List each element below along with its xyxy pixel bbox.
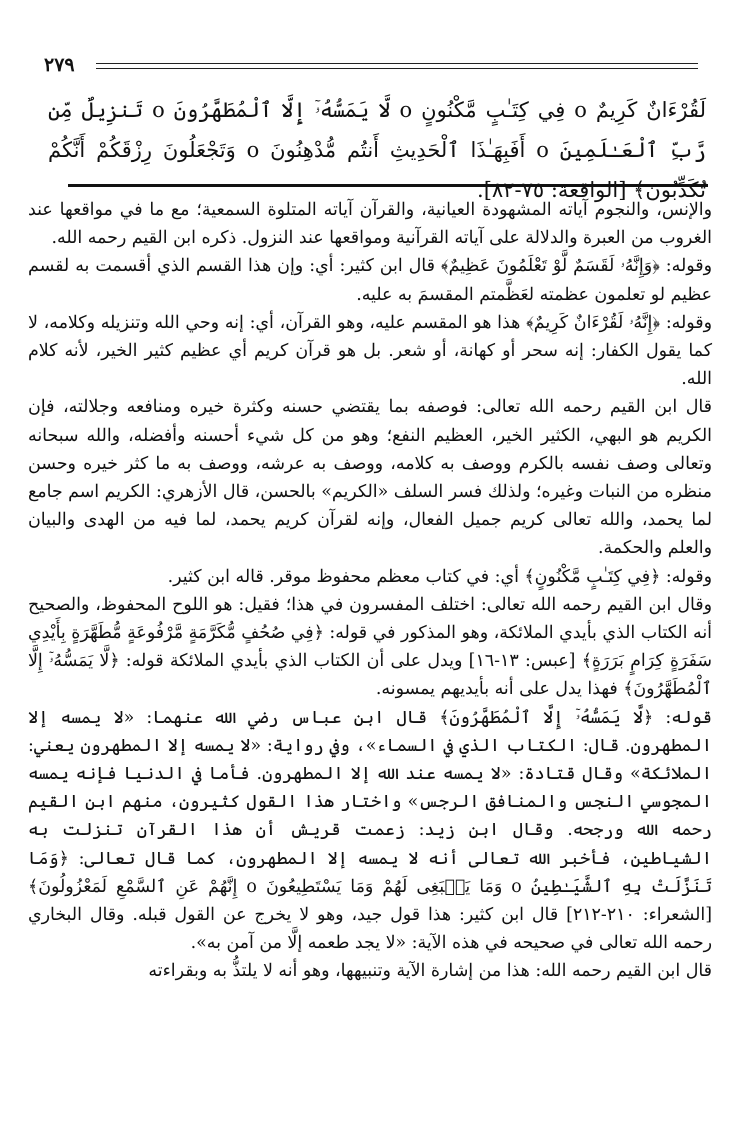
paragraph: والإنس، والنجوم آياته المشهودة العيانية، والقرآن آياته المتلوة السمعية؛ مع ما في مواقعها عند الغروب من العبرة والدلالة على آياته القرآنية ومواقعها عند النزول. ذكره ابن القيم رحمه الله. <box>28 200 712 249</box>
paragraph: قال ابن القيم رحمه الله تعالى: فوصفه بما يقتضي حسنه وكثرة خيره ومنافعه وجلالته، فإن الكريم هو البهي، الكثير الخير، العظيم النفع؛ وهو من كل شيء أحسنه وأفضله، والله سبحانه وتعالى وصف نفسه بالكرم ووصف به كلامه، ووصف به عرشه، ووصف به ما كثر خيره وحسن منظره من النبات وغيره؛ ولذلك فسر السلف «الكريم» بالحسن، قال الأزهري: الكريم اسم جامع لما يحمد، والله تعالى كريم جميل الفعال، وإنه لقرآن كريم يحمد، لما فيه من الهدى والبيان والعلم والحكمة. <box>28 397 712 559</box>
commentary-text <box>28 196 712 986</box>
paragraph: قوله: ﴿لَّا يَمَسُّهُۥٓ إِلَّا ٱلْمُطَهَّرُونَ﴾ قال ابن عباس رضي الله عنهما: «لا يمسه إلا المطهرون. قال: الكتاب الذي في السماء»، وفي رواية: «لا يمسه إلا المطهرون يعني: الملائكة» وقال قتادة: «لا يمسه عند الله إلا المطهرون. فأما في الدنيا فإنه يمسه المجوسي النجس والمنافق الرجس» واختار هذا القول كثيرون، منهم ابن القيم رحمه الله ورجحه. وقال ابن زيد: زعمت قريش أن هذا القرآن تنزلت به الشياطين، فأخبر الله تعالى أنه لا يمسه إلا المطهرون، كما قال تعالى: ﴿وَمَا تَنَزَّلَتْ بِهِ ٱلشَّيَـٰطِينُ o وَمَا يَنۢبَغِى لَهُمْ وَمَا يَسْتَطِيعُونَ o إِنَّهُمْ عَنِ ٱلسَّمْعِ لَمَعْزُولُونَ﴾ [الشعراء: ٢١٠-٢١٢] قال ابن كثير: هذا قول جيد، وهو لا يخرج عن القول قبله. وقال البخاري رحمه الله تعالى في صحيحه في هذه الآية: «لا يجد طعمه إلَّا من آمن به». <box>28 707 713 954</box>
header-rule <box>96 63 698 64</box>
quran-verse-block: لَقُرْءَانٌ كَرِيمٌ o فِي كِتَـٰبٍ مَّكْنُونٍ o لَّا يَمَسُّهُۥٓ إِلَّا ٱلْمُطَهَّرُونَ o تَنزِيلٌ مِّن رَّبِّ ٱلْعَـٰلَمِينَ o أَفَبِهَـٰذَا ٱلْحَدِيثِ أَنتُم مُّدْهِنُونَ o وَتَجْعَلُونَ رِزْقَكُمْ أَنَّكُمْ تُكَذِّبُونَ﴾ [الواقعة: ٧٥-٨٢]. <box>48 98 706 202</box>
paragraph: قال ابن القيم رحمه الله: هذا من إشارة الآية وتنبيهها، وهو أنه لا يلتذُّ به وبقراءته <box>148 961 712 982</box>
page-header <box>38 54 698 76</box>
paragraph: وقال ابن القيم رحمه الله تعالى: اختلف المفسرون في هذا؛ فقيل: هو اللوح المحفوظ، والصحيح أنه الكتاب الذي بأيدي الملائكة، وهو المذكور في قوله: ﴿فِي صُحُفٍ مُّكَرَّمَةٍ مَّرْفُوعَةٍ مُّطَهَّرَةٍ بِأَيْدِي سَفَرَةٍ كِرَامٍ بَرَرَةٍ﴾ [عبس: ١٣-١٦] ويدل على أن الكتاب الذي بأيدي الملائكة قوله: ﴿لَّا يَمَسُّهُۥٓ إِلَّا ٱلْمُطَهَّرُونَ﴾ فهذا يدل على أنه بأيديهم يمسونه. <box>28 594 712 700</box>
header-rule <box>96 68 698 69</box>
page-number: ٢٧٩ <box>44 54 75 76</box>
paragraph: وقوله: ﴿وَإِنَّهُۥ لَقَسَمٌ لَّوْ تَعْلَمُونَ عَظِيمٌ﴾ قال ابن كثير: أي: وإن هذا القسم الذي أقسمت به لقسم عظيم لو تعلمون عظمته لعَظَّمتم المقسمَ به عليه. <box>28 256 712 305</box>
section-separator <box>68 184 708 187</box>
paragraph: وقوله: ﴿إِنَّهُۥ لَقُرْءَانٌ كَرِيمٌ﴾ هذا هو المقسم عليه، وهو القرآن، أي: إنه وحي الله وتنزيله وكلامه، لا كما يقول الكفار: إنه سحر أو كهانة، أو شعر. بل هو قرآن كريم أي عظيم كثير الخير، لأنه كلام الله. <box>28 312 712 390</box>
paragraph: وقوله: ﴿فِي كِتَـٰبٍ مَّكْنُونٍ﴾ أي: في كتاب معظم محفوظ موقر. قاله ابن كثير. <box>167 566 712 587</box>
